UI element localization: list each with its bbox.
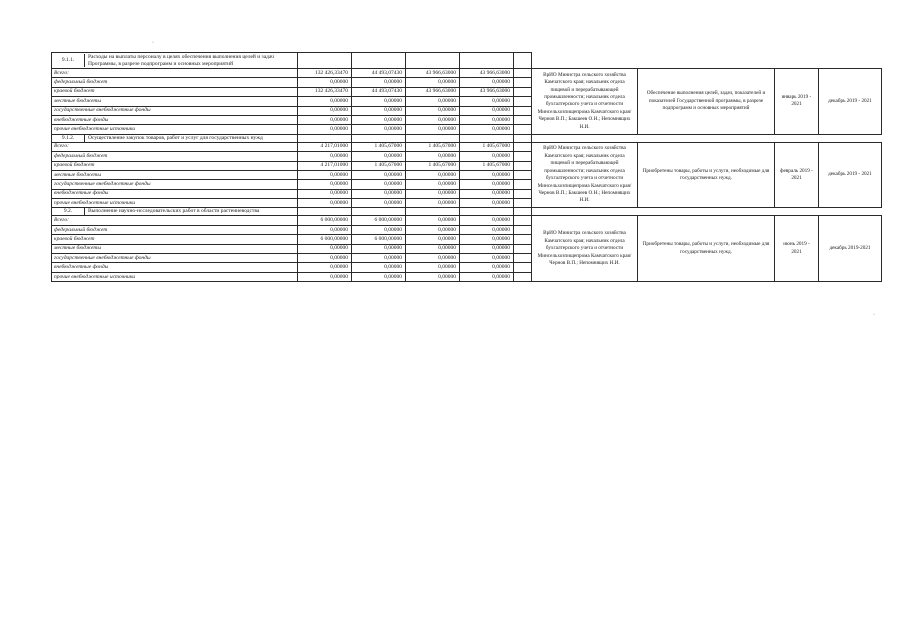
empty-cell <box>514 235 532 244</box>
empty-cell <box>298 53 352 69</box>
section-code: 9.1.2. <box>52 135 85 142</box>
empty-cell <box>514 161 532 170</box>
value-cell: 0,00000 <box>460 254 514 263</box>
value-cell: 0,00000 <box>406 152 460 161</box>
empty-cell <box>514 216 532 225</box>
section-start: февраль 2019 - 2021 <box>775 142 819 208</box>
value-cell: 0,00000 <box>352 225 406 234</box>
value-cell: 1 405,67000 <box>460 161 514 170</box>
row-label: государственные внебюджетные фонды <box>52 254 298 263</box>
empty-cell <box>532 134 638 142</box>
budget-table <box>51 52 882 282</box>
section-title: Расходы на выплаты персоналу в целях обеспечения выполнения целей и задач Программы, в разрезе подпрограмм и основных мероприятий <box>88 54 274 67</box>
row-label: краевой бюджет <box>52 87 298 96</box>
value-cell: 6 000,00000 <box>298 235 352 244</box>
section-header <box>52 54 297 67</box>
value-cell: 0,00000 <box>460 78 514 87</box>
row-label: федеральный бюджет <box>52 78 298 87</box>
value-cell: 4 217,01000 <box>298 142 352 151</box>
empty-cell <box>514 199 532 208</box>
row-label: государственные внебюджетные фонды <box>52 180 298 189</box>
value-cell: 0,00000 <box>460 263 514 272</box>
empty-cell <box>514 69 532 78</box>
empty-cell <box>819 208 882 216</box>
section-result: Приобретены товары, работы и услуги, необходимые для государственных нужд. <box>638 216 775 282</box>
empty-cell <box>514 208 532 216</box>
row-label: федеральный бюджет <box>52 225 298 234</box>
value-cell: 0,00000 <box>406 125 460 134</box>
section-result: Приобретены товары, работы и услуги, необходимые для государственных нужд. <box>638 142 775 208</box>
empty-cell <box>532 53 638 69</box>
value-cell: 0,00000 <box>352 199 406 208</box>
value-cell: 43 966,63000 <box>460 87 514 96</box>
table-row <box>52 142 882 151</box>
value-cell: 0,00000 <box>406 235 460 244</box>
value-cell: 0,00000 <box>406 180 460 189</box>
empty-cell <box>514 53 532 69</box>
section-title: Выполнение научно-исследовательских работ в области растениеводства <box>88 208 260 215</box>
empty-cell <box>638 53 775 69</box>
value-cell: 0,00000 <box>352 272 406 281</box>
empty-cell <box>514 170 532 179</box>
value-cell: 0,00000 <box>406 189 460 198</box>
value-cell: 6 000,00000 <box>352 235 406 244</box>
value-cell: 0,00000 <box>406 216 460 225</box>
value-cell: 0,00000 <box>352 189 406 198</box>
empty-cell <box>514 125 532 134</box>
value-cell: 0,00000 <box>352 115 406 124</box>
value-cell: 0,00000 <box>460 170 514 179</box>
empty-cell <box>514 189 532 198</box>
row-label: Всего: <box>52 142 298 151</box>
value-cell: 0,00000 <box>298 170 352 179</box>
row-label: Всего: <box>52 216 298 225</box>
value-cell: 132 426,33470 <box>298 69 352 78</box>
value-cell: 0,00000 <box>406 97 460 106</box>
section-start: июнь 2019 - 2021 <box>775 216 819 282</box>
empty-cell <box>819 53 882 69</box>
value-cell: 0,00000 <box>352 152 406 161</box>
value-cell: 1 405,67000 <box>460 142 514 151</box>
value-cell: 0,00000 <box>298 180 352 189</box>
empty-cell <box>514 87 532 96</box>
value-cell: 0,00000 <box>460 180 514 189</box>
value-cell: 0,00000 <box>460 225 514 234</box>
value-cell: 0,00000 <box>460 106 514 115</box>
value-cell: 0,00000 <box>298 97 352 106</box>
empty-cell <box>352 134 406 142</box>
value-cell: 0,00000 <box>406 170 460 179</box>
table-row <box>52 216 882 225</box>
empty-cell <box>514 115 532 124</box>
row-label: местные бюджеты <box>52 170 298 179</box>
section-header-row <box>52 53 882 69</box>
value-cell: 0,00000 <box>352 180 406 189</box>
value-cell: 4 217,01000 <box>298 161 352 170</box>
empty-cell <box>298 208 352 216</box>
section-result: Обеспечение выполнения целей, задач, показателей и показателей Государственной программы, в разрезе подпрограмм и основных мероприятий <box>638 69 775 135</box>
empty-cell <box>775 208 819 216</box>
value-cell: 1 405,67000 <box>406 142 460 151</box>
value-cell: 0,00000 <box>298 189 352 198</box>
empty-cell <box>514 180 532 189</box>
section-responsible: ВрИО Министра сельского хозяйства Камчатского края; начальник отдела пищевой и перерабатывающей промышленности; начальник отдела бухгалтерского учета и отчетности Минсельхозпищепрома Камчатского края/Чернов В.П.; Бакшеев О.Н.; Непомнящих Н.И. <box>532 69 638 135</box>
value-cell: 0,00000 <box>460 97 514 106</box>
empty-cell <box>638 134 775 142</box>
empty-cell <box>514 134 532 142</box>
value-cell: 0,00000 <box>352 106 406 115</box>
value-cell: 0,00000 <box>352 244 406 253</box>
empty-cell <box>819 134 882 142</box>
row-label: внебюджетные фонды <box>52 189 298 198</box>
value-cell: 0,00000 <box>460 189 514 198</box>
value-cell: 0,00000 <box>406 254 460 263</box>
value-cell: 43 966,63000 <box>406 69 460 78</box>
empty-cell <box>514 263 532 272</box>
empty-cell <box>514 106 532 115</box>
section-header-cell <box>52 208 298 216</box>
value-cell: 0,00000 <box>298 244 352 253</box>
value-cell: 0,00000 <box>460 199 514 208</box>
section-responsible: ВрИО Министра сельского хозяйства Камчатского края; начальник отдела пищевой и перерабатывающей промышленности; начальник отдела бухгалтерского учета и отчетности Минсельхозпищепрома Камчатского края/Чернов В.П.; Бакшеев О.Н.; Непомнящих Н.И. <box>532 142 638 208</box>
scan-mark: · <box>152 40 154 46</box>
empty-cell <box>514 225 532 234</box>
value-cell: 0,00000 <box>406 78 460 87</box>
section-end: декабрь 2019-2021 <box>819 216 882 282</box>
value-cell: 1 405,67000 <box>352 142 406 151</box>
section-start: январь 2019 - 2021 <box>775 69 819 135</box>
value-cell: 0,00000 <box>298 263 352 272</box>
value-cell: 1 405,67000 <box>352 161 406 170</box>
value-cell: 0,00000 <box>406 115 460 124</box>
value-cell: 0,00000 <box>460 125 514 134</box>
table-body <box>52 53 882 282</box>
row-label: краевой бюджет <box>52 161 298 170</box>
empty-cell <box>352 208 406 216</box>
empty-cell <box>460 208 514 216</box>
value-cell: 0,00000 <box>298 78 352 87</box>
empty-cell <box>514 272 532 281</box>
section-header-row <box>52 208 882 216</box>
empty-cell <box>406 134 460 142</box>
empty-cell <box>352 53 406 69</box>
empty-cell <box>514 152 532 161</box>
value-cell: 0,00000 <box>460 272 514 281</box>
empty-cell <box>460 53 514 69</box>
empty-cell <box>514 97 532 106</box>
section-header-cell <box>52 53 298 69</box>
value-cell: 0,00000 <box>406 263 460 272</box>
empty-cell <box>532 208 638 216</box>
section-end: декабрь 2019 - 2021 <box>819 69 882 135</box>
section-header <box>52 208 297 215</box>
section-header-row <box>52 134 882 142</box>
value-cell: 0,00000 <box>460 152 514 161</box>
row-label: внебюджетные фонды <box>52 115 298 124</box>
row-label: местные бюджеты <box>52 244 298 253</box>
value-cell: 132 426,33470 <box>298 87 352 96</box>
empty-cell <box>514 244 532 253</box>
row-label: прочие внебюджетные источники <box>52 125 298 134</box>
row-label: Всего: <box>52 69 298 78</box>
value-cell: 0,00000 <box>352 78 406 87</box>
value-cell: 6 000,00000 <box>298 216 352 225</box>
value-cell: 0,00000 <box>352 263 406 272</box>
section-responsible: ВрИО Министра сельского хозяйства Камчатского края; начальник отдела бухгалтерского учета и отчетности Минсельхозпищепрома Камчатского края/Чернов В.П.; Непомнящих Н.И. <box>532 216 638 282</box>
value-cell: 0,00000 <box>352 125 406 134</box>
empty-cell <box>298 134 352 142</box>
section-end: декабрь 2019 - 2021 <box>819 142 882 208</box>
section-header-cell <box>52 134 298 142</box>
value-cell: 0,00000 <box>406 244 460 253</box>
value-cell: 43 966,63000 <box>406 87 460 96</box>
value-cell: 0,00000 <box>298 199 352 208</box>
value-cell: 0,00000 <box>298 125 352 134</box>
row-label: краевой бюджет <box>52 235 298 244</box>
row-label: прочие внебюджетные источники <box>52 272 298 281</box>
value-cell: 0,00000 <box>460 244 514 253</box>
section-header <box>52 135 297 142</box>
value-cell: 0,00000 <box>460 216 514 225</box>
value-cell: 0,00000 <box>298 272 352 281</box>
empty-cell <box>406 208 460 216</box>
value-cell: 0,00000 <box>352 97 406 106</box>
value-cell: 6 000,00000 <box>352 216 406 225</box>
value-cell: 0,00000 <box>406 225 460 234</box>
empty-cell <box>514 254 532 263</box>
value-cell: 0,00000 <box>298 106 352 115</box>
value-cell: 0,00000 <box>406 199 460 208</box>
row-label: местные бюджеты <box>52 97 298 106</box>
value-cell: 0,00000 <box>352 254 406 263</box>
empty-cell <box>460 134 514 142</box>
value-cell: 0,00000 <box>352 170 406 179</box>
value-cell: 44 493,07430 <box>352 69 406 78</box>
value-cell: 0,00000 <box>298 152 352 161</box>
value-cell: 0,00000 <box>460 115 514 124</box>
empty-cell <box>514 78 532 87</box>
empty-cell <box>638 208 775 216</box>
value-cell: 0,00000 <box>298 254 352 263</box>
value-cell: 0,00000 <box>298 225 352 234</box>
value-cell: 44 493,07430 <box>352 87 406 96</box>
empty-cell <box>775 53 819 69</box>
section-title: Осуществление закупок товаров, работ и услуг для государственных нужд <box>88 134 263 141</box>
value-cell: 0,00000 <box>298 115 352 124</box>
value-cell: 0,00000 <box>406 106 460 115</box>
empty-cell <box>406 53 460 69</box>
value-cell: 43 966,63000 <box>460 69 514 78</box>
section-code: 9.2. <box>52 208 85 215</box>
row-label: государственные внебюджетные фонды <box>52 106 298 115</box>
row-label: федеральный бюджет <box>52 152 298 161</box>
value-cell: 1 405,67000 <box>406 161 460 170</box>
empty-cell <box>775 134 819 142</box>
row-label: внебюджетные фонды <box>52 263 298 272</box>
value-cell: 0,00000 <box>460 235 514 244</box>
row-label: прочие внебюджетные источники <box>52 199 298 208</box>
section-code: 9.1.1. <box>52 54 85 67</box>
table-row <box>52 69 882 78</box>
scan-mark: · <box>873 312 875 318</box>
empty-cell <box>514 142 532 151</box>
value-cell: 0,00000 <box>406 272 460 281</box>
